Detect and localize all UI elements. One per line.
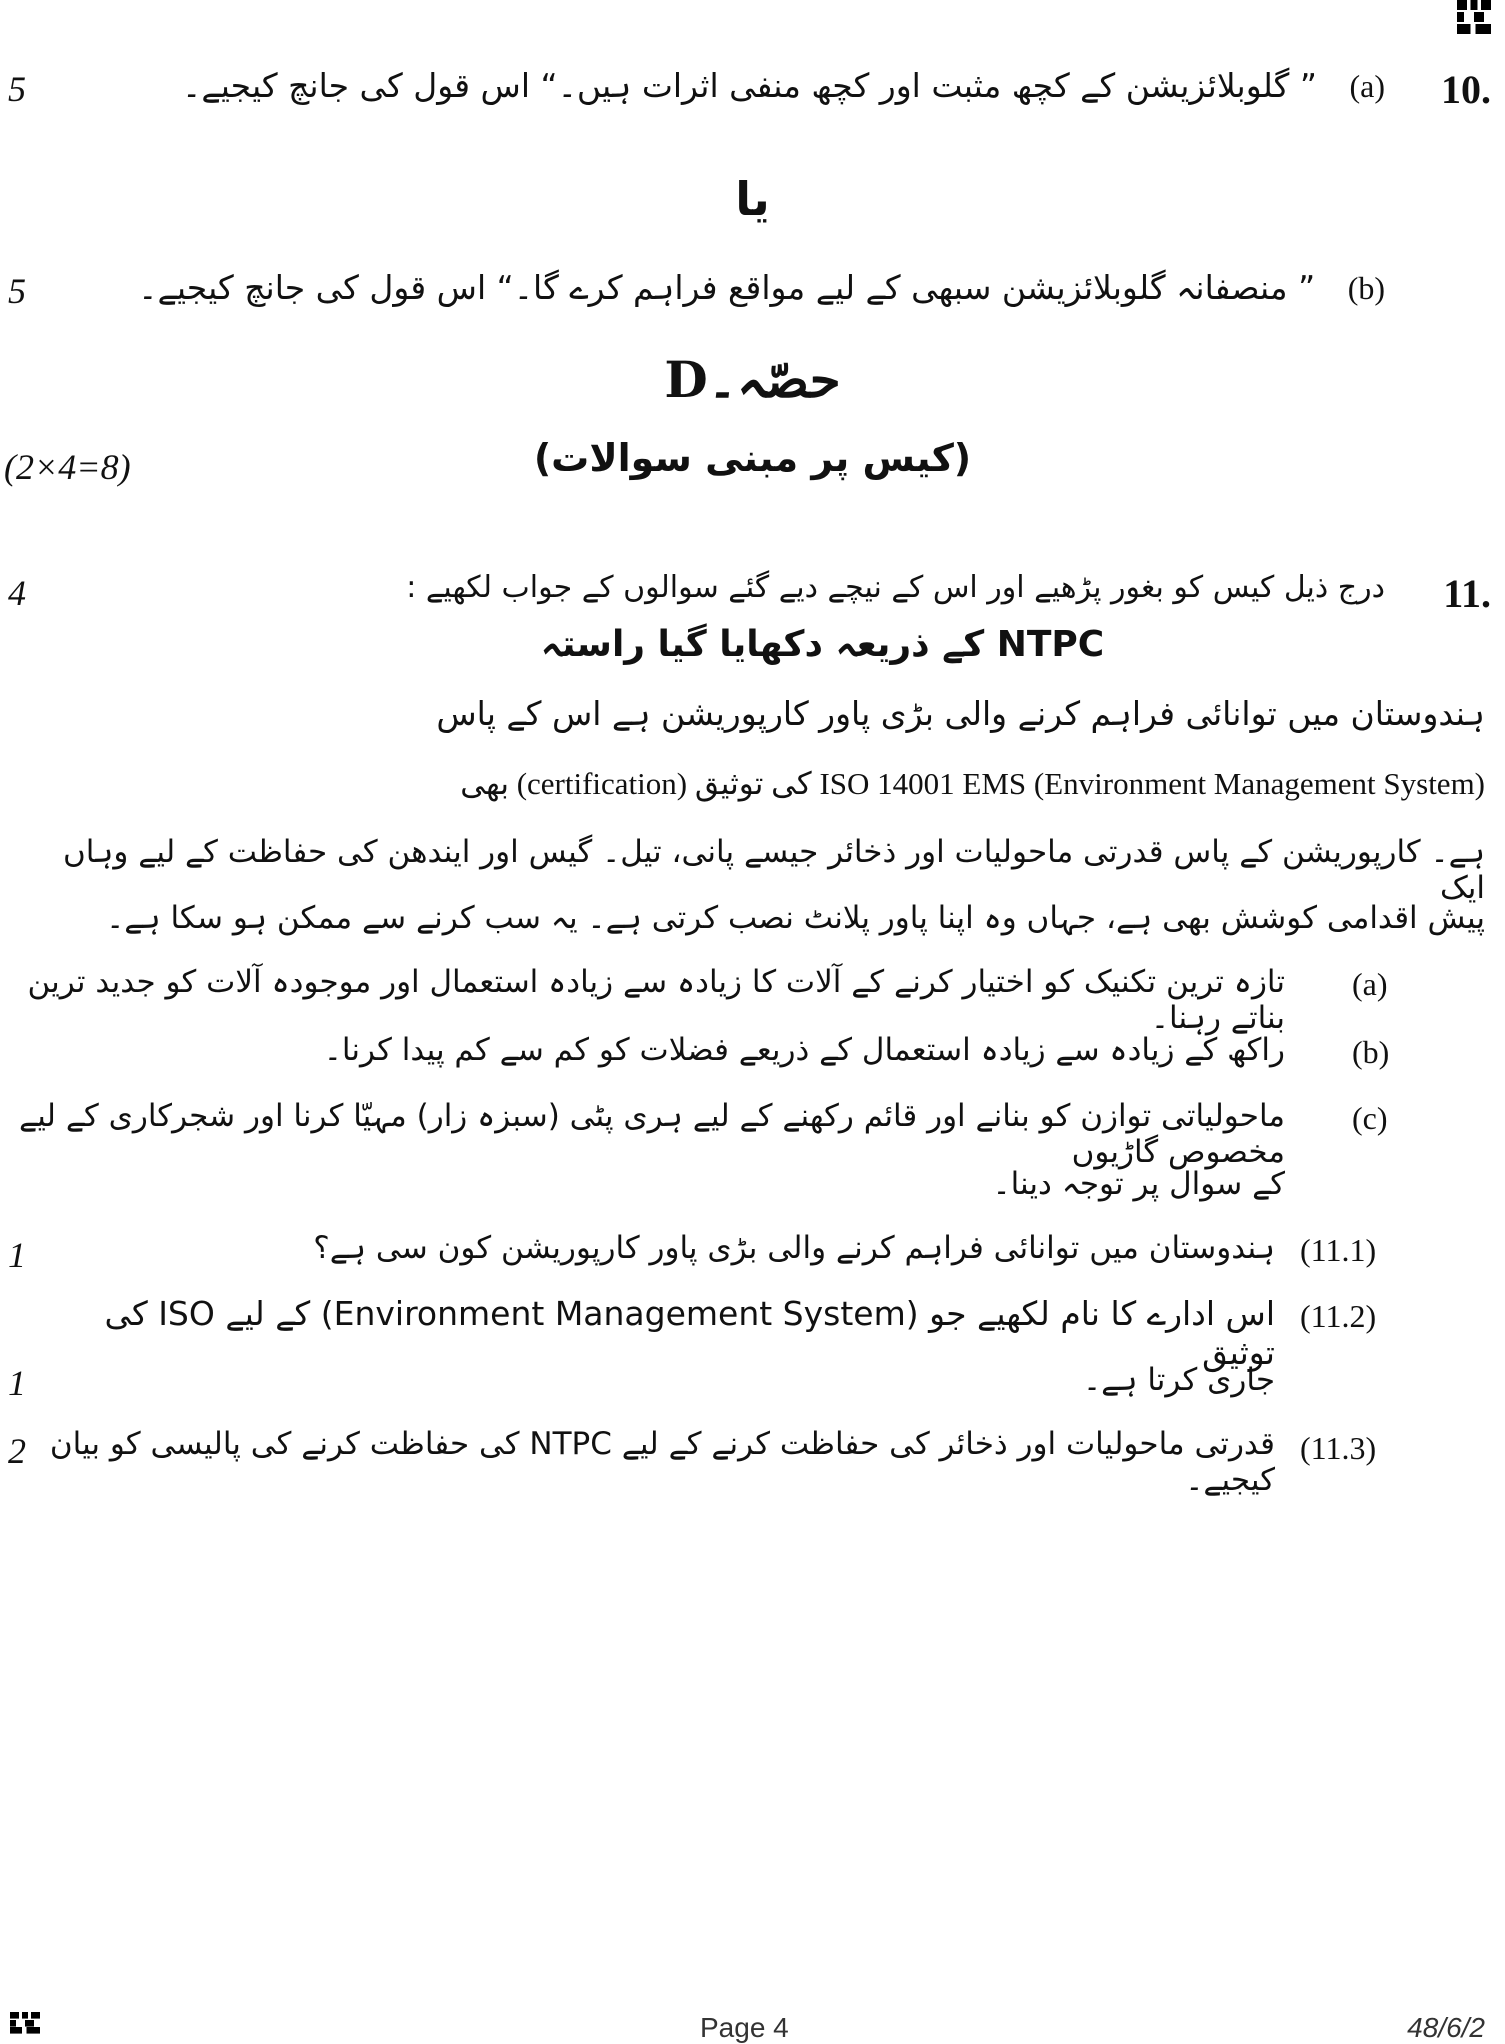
section-marks: (2×4=8) <box>4 447 131 487</box>
subq-11-1-text: ہندوستان میں توانائی فراہم کرنے والی بڑی پاور کارپوریشن کون سی ہے؟ <box>313 1230 1275 1266</box>
marks-11-2: 1 <box>8 1363 26 1403</box>
case-heading: NTPC کے ذریعہ دکھایا گیا راستہ <box>540 624 1105 665</box>
point-c-label: (c) <box>1352 1100 1388 1136</box>
subq-11-1-label: (11.1) <box>1300 1232 1377 1268</box>
case-paragraph-line-4: پیش اقدامی کوشش بھی ہے، جہاں وہ اپنا پاور پلانٹ نصب کرتی ہے۔ یہ سب کرنے سے ممکن ہو سکا ہے۔ <box>106 900 1485 936</box>
section-subtitle: (کیس پر مبنی سوالات) <box>533 436 972 480</box>
question-number-10: 10. <box>1441 67 1491 112</box>
point-c-text-continued: کے سوال پر توجہ دینا۔ <box>992 1166 1285 1202</box>
point-b-text: راکھ کے زیادہ سے زیادہ استعمال کے ذریعے فضلات کو کم سے کم پیدا کرنا۔ <box>323 1032 1285 1068</box>
page-number: Page 4 <box>700 2012 789 2043</box>
subq-11-3-label: (11.3) <box>1300 1430 1377 1466</box>
subq-11-2-label: (11.2) <box>1300 1298 1377 1334</box>
q10b-label: (b) <box>1347 270 1385 306</box>
qr-code-icon <box>1457 0 1491 34</box>
qr-code-icon <box>10 2012 40 2034</box>
marks-11-3: 2 <box>8 1431 26 1471</box>
case-paragraph-line-1: ہندوستان میں توانائی فراہم کرنے والی بڑی پاور کارپوریشن ہے اس کے پاس <box>436 694 1485 733</box>
marks-q10b: 5 <box>8 271 26 311</box>
subq-11-2-text: اس ادارے کا نام لکھیے جو (Environment Management System) کے لیے ISO کی توثیق <box>104 1294 1275 1372</box>
paper-code: 48/6/2 <box>1407 2012 1485 2043</box>
point-a-text: تازہ ترین تکنیک کو اختیار کرنے کے آلات کا زیادہ سے زیادہ استعمال اور موجودہ آلات کو جدید ترین بناتے رہنا۔ <box>27 964 1285 1036</box>
q10a-label: (a) <box>1349 68 1385 104</box>
or-separator: یا <box>735 172 770 226</box>
q10b-text: ” منصفانہ گلوبلائزیشن سبھی کے لیے مواقع فراہم کرے گا۔“ اس قول کی جانچ کیجیے۔ <box>138 268 1316 307</box>
subq-11-3-text: قدرتی ماحولیات اور ذخائر کی حفاظت کرنے کے لیے NTPC کی حفاظت کرنے کی پالیسی کو بیان کیجیے۔ <box>49 1426 1275 1498</box>
point-a-label: (a) <box>1352 966 1388 1002</box>
question-number-11: 11. <box>1443 571 1491 616</box>
q10a-line <box>125 66 1385 105</box>
marks-q11: 4 <box>8 573 26 613</box>
q10a-text: ” گلوبلائزیشن کے کچھ مثبت اور کچھ منفی اثرات ہیں۔“ اس قول کی جانچ کیجیے۔ <box>182 66 1317 105</box>
point-b-label: (b) <box>1352 1034 1390 1070</box>
q11-instruction: درج ذیل کیس کو بغور پڑھیے اور اس کے نیچے دیے گئے سوالوں کے جواب لکھیے : <box>406 570 1385 605</box>
q10b-line <box>125 268 1385 307</box>
subq-11-2-text-continued: جاری کرتا ہے۔ <box>1083 1362 1275 1398</box>
case-paragraph-line-2: ISO 14001 EMS (Environment Management System) کی توثیق (certification) بھی <box>460 766 1485 801</box>
marks-11-1: 1 <box>8 1235 26 1275</box>
section-title: حصّہ۔D <box>664 350 841 409</box>
case-paragraph-line-3: ہے۔ کارپوریشن کے پاس قدرتی ماحولیات اور ذخائر جیسے پانی، تیل۔ گیس اور ایندھن کی حفاظت کے لیے وہاں ایک <box>63 834 1485 906</box>
marks-q10a: 5 <box>8 69 26 109</box>
point-c-text: ماحولیاتی توازن کو بنانے اور قائم رکھنے کے لیے ہری پٹی (سبزہ زار) مہیّا کرنا اور شجرکاری کے لیے مخصوص گاڑیوں <box>19 1098 1285 1170</box>
